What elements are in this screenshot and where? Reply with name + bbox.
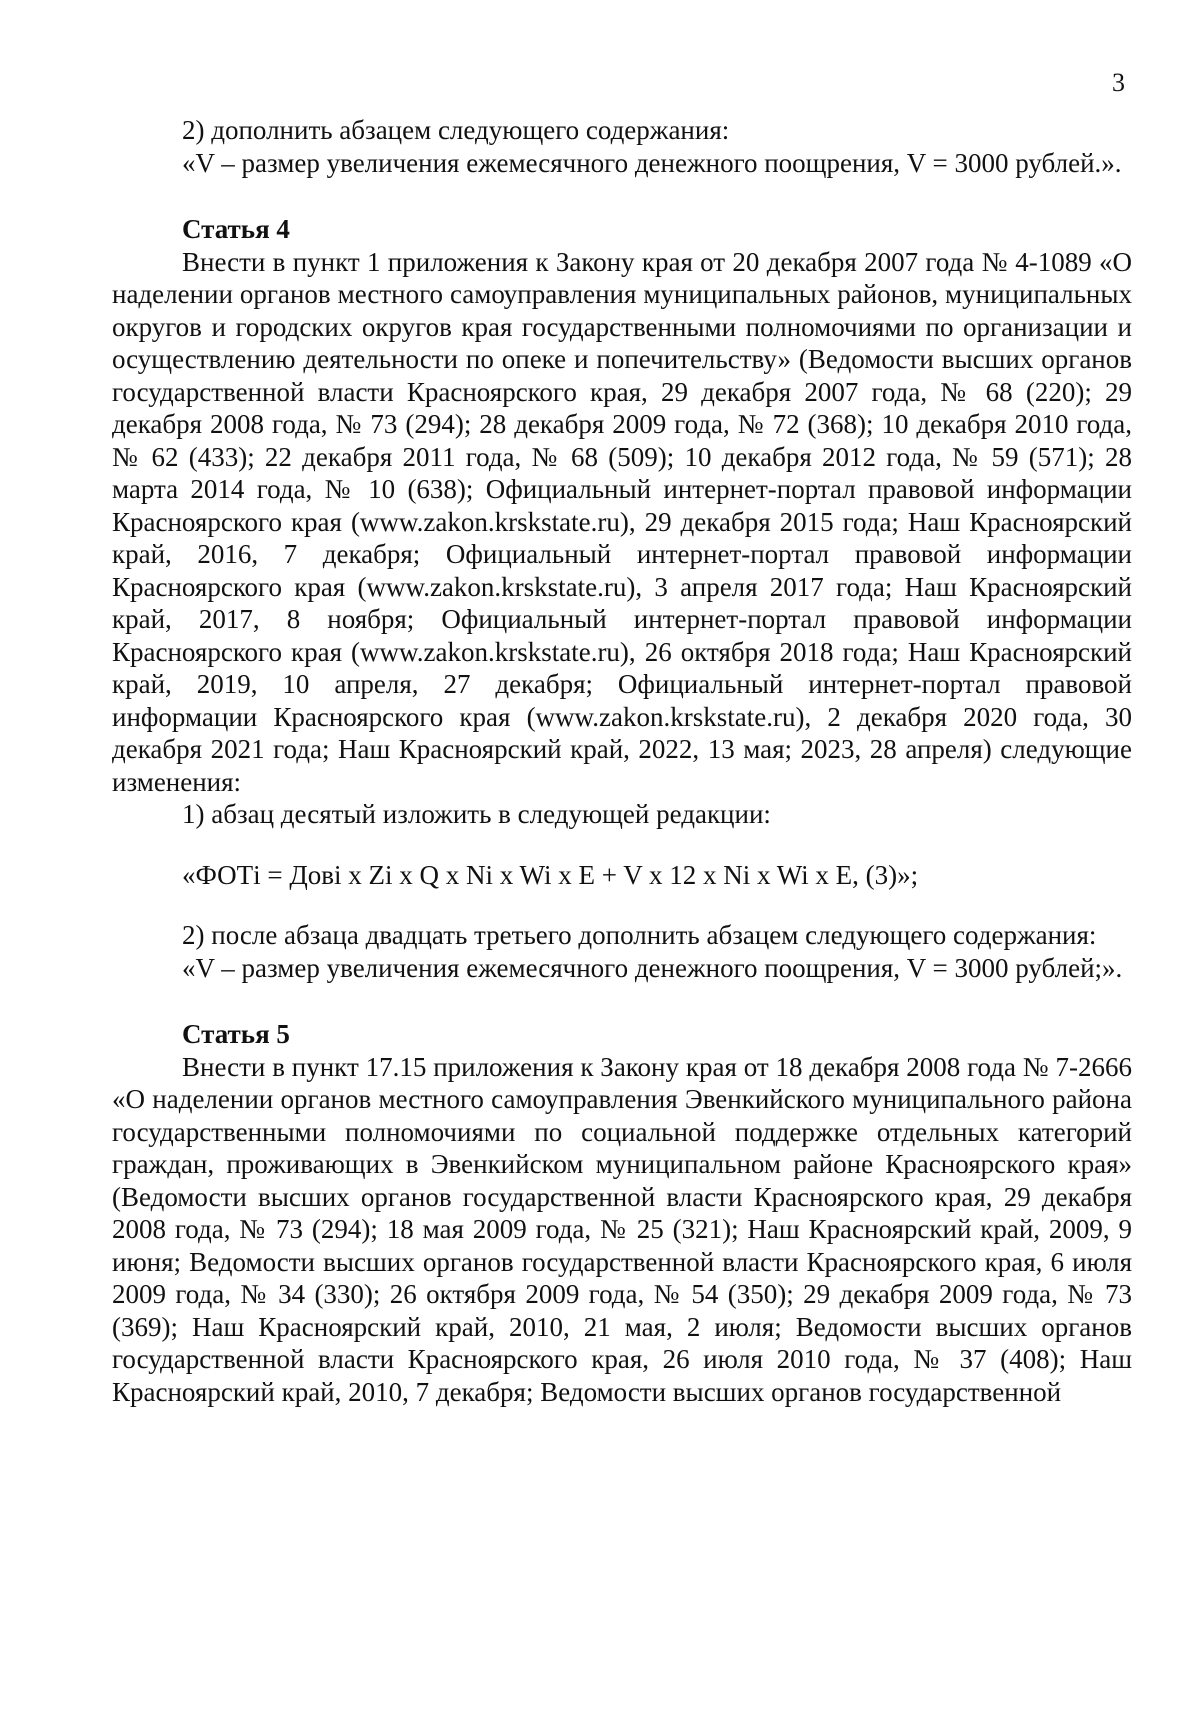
article5-intro: Внести в пункт 17.15 приложения к Закону края от 18 декабря 2008 года № 7-2666 «О наделении органов местного самоуправления Эвенкийского муниципального района государственными полномочиями по социальной поддержке отдельных категорий граждан, проживающих в Эвенкийском муниципальном районе Красноярского края» (Ведомости высших органов государственной власти Красноярского края, 29 декабря 2008 года, № 73 (294); 18 мая 2009 года, № 25 (321); Наш Красноярский край, 2009, 9 июня; Ведомости высших органов государственной власти Красноярского края, 6 июля 2009 года, № 34 (330); 26 октября 2009 года, № 54 (350); 29 декабря 2009 года, № 73 (369); Наш Красноярский край, 2010, 21 мая, 2 июля; Ведомости высших органов государственной власти Красноярского края, 26 июля 2010 года, № 37 (408); Наш Красноярский край, 2010, 7 декабря; Ведомости высших органов государственной [112,1051,1132,1407]
article4-heading: Статья 4 [182,214,290,244]
article3-item2-intro: 2) дополнить абзацем следующего содержания: [182,115,730,145]
article4-intro: Внести в пункт 1 приложения к Закону края от 20 декабря 2007 года № 4-1089 «О наделении органов местного самоуправления муниципальных районов, муниципальных округов и городских округов края государственными полномочиями по организации и осуществлению деятельности по опеке и попечительству» (Ведомости высших органов государственной власти Красноярского края, 29 декабря 2007 года, № 68 (220); 29 декабря 2008 года, № 73 (294); 28 декабря 2009 года, № 72 (368); 10 декабря 2010 года, № 62 (433); 22 декабря 2011 года, № 68 (509); 10 декабря 2012 года, № 59 (571); 28 марта 2014 года, № 10 (638); Официальный интернет-портал правовой информации Красноярского края (www.zakon.krskstate.ru), 29 декабря 2015 года; Наш Красноярский край, 2016, 7 декабря; Официальный интернет-портал правовой информации Красноярского края (www.zakon.krskstate.ru), 3 апреля 2017 года; Наш Красноярский край, 2017, 8 ноября; Официальный интернет-портал правовой информации Красноярского края (www.zakon.krskstate.ru), 26 октября 2018 года; Наш Красноярский край, 2019, 10 апреля, 27 декабря; Официальный интернет-портал правовой информации Красноярского края (www.zakon.krskstate.ru), 2 декабря 2020 года, 30 декабря 2021 года; Наш Красноярский край, 2022, 13 мая; 2023, 28 апреля) следующие изменения: [112,246,1132,797]
document-body [112,114,1132,1408]
article4-item2-text: «V – размер увеличения ежемесячного денежного поощрения, V = 3000 рублей;». [182,952,1123,983]
article4-formula: «ФОТi = Довi x Zi x Q x Ni x Wi x E + V x 12 x Ni x Wi x E, (3)»; [182,859,919,890]
page-number: 3 [1112,68,1125,97]
article4-item2-intro: 2) после абзаца двадцать третьего дополнить абзацем следующего содержания: [182,920,1097,950]
article3-item2-text: «V – размер увеличения ежемесячного денежного поощрения, V = 3000 рублей.». [182,147,1122,178]
article4-item1-intro: 1) абзац десятый изложить в следующей редакции: [182,799,771,829]
article5-heading: Статья 5 [182,1019,290,1049]
